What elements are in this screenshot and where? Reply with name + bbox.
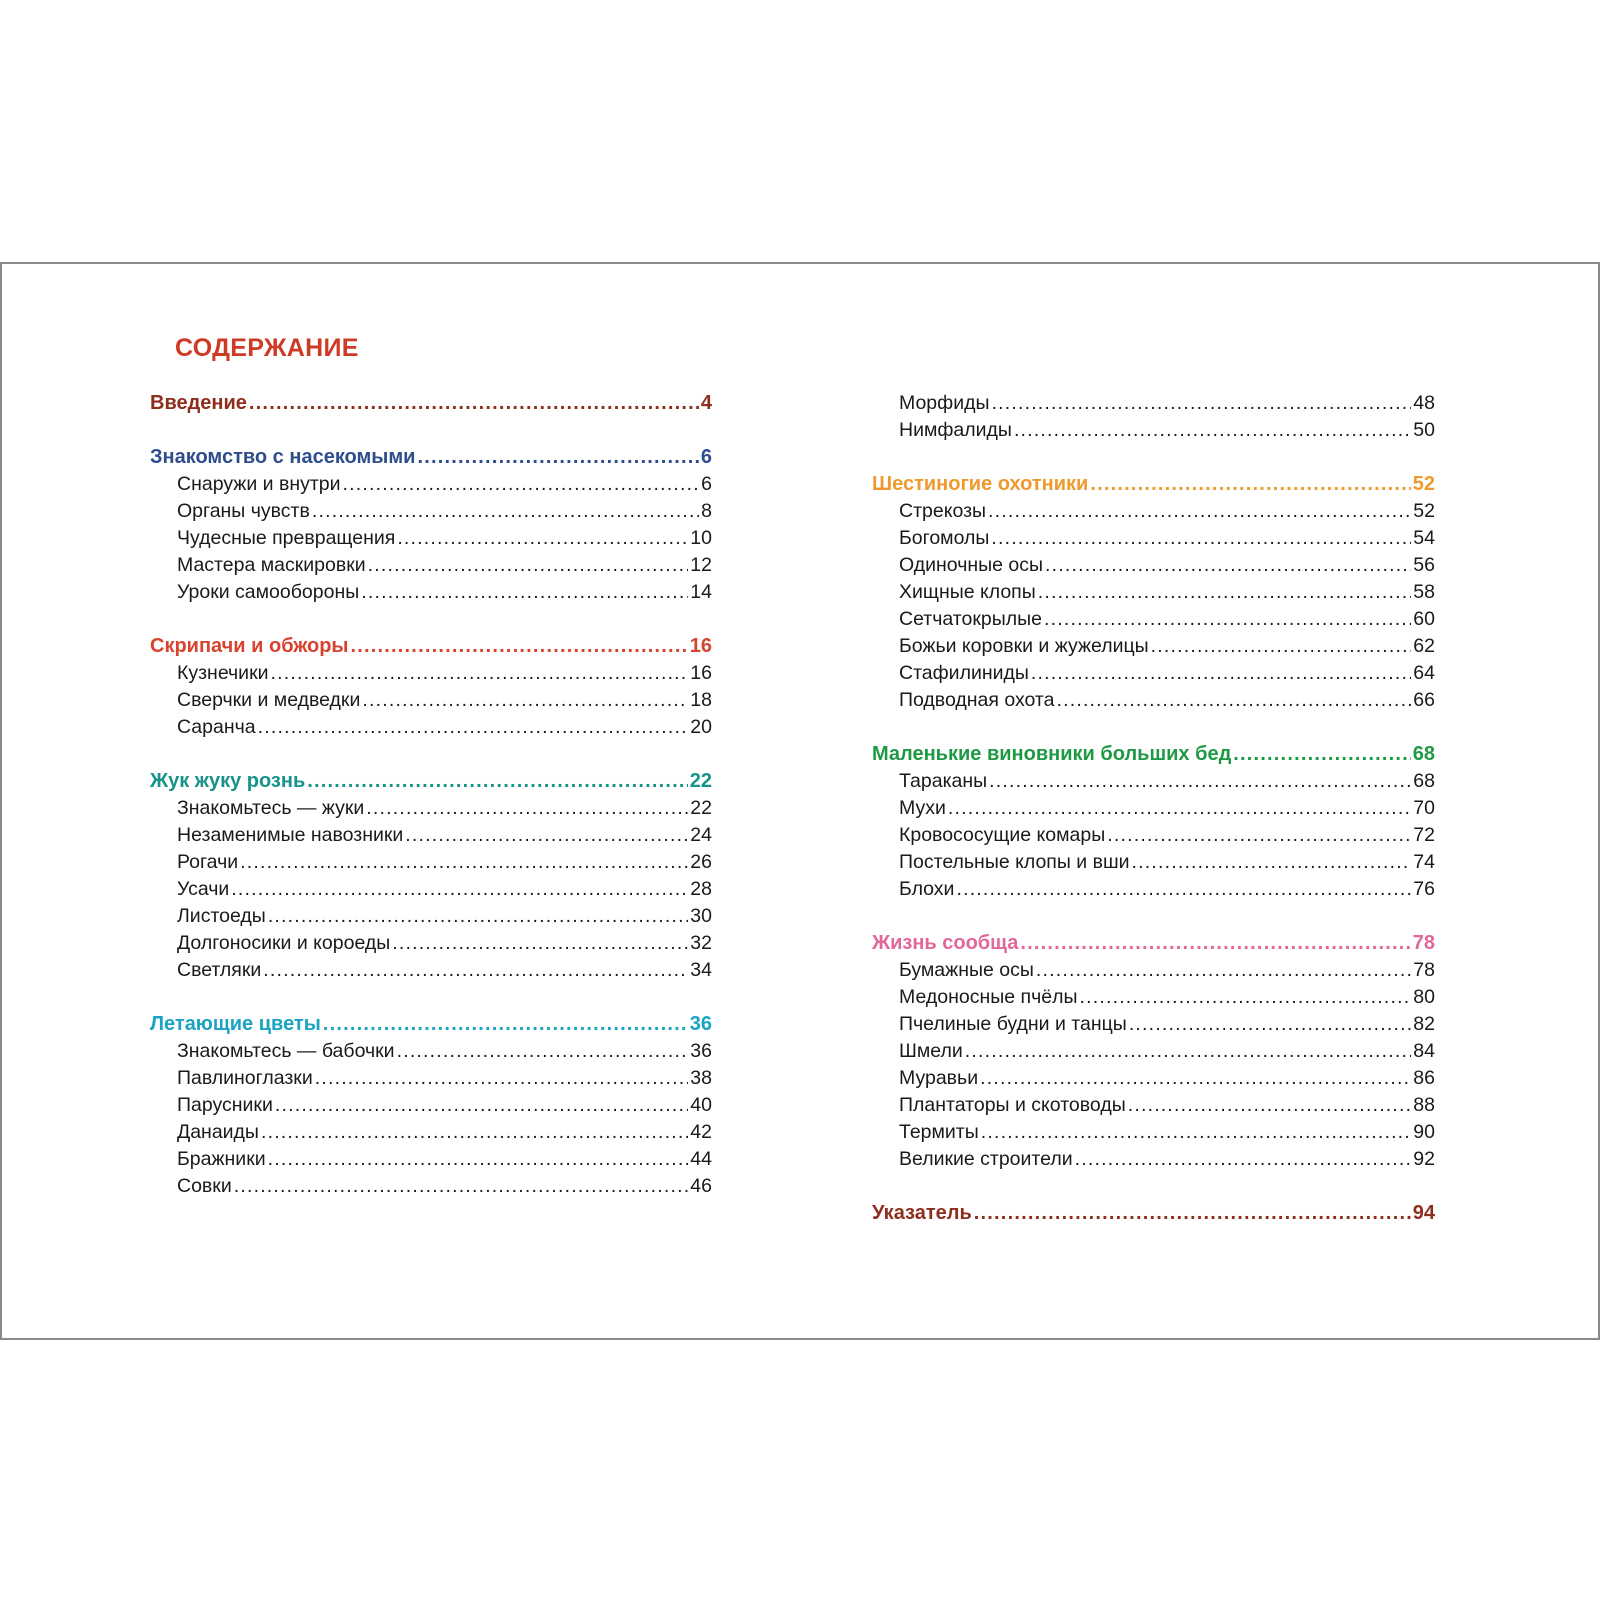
toc-entry[interactable]	[150, 471, 712, 498]
toc-entry[interactable]	[150, 660, 712, 687]
entry-title: Листоеды	[177, 905, 266, 927]
dot-leader	[368, 552, 689, 579]
entry-title: Мухи	[899, 797, 946, 819]
page-number: 36	[690, 1040, 712, 1062]
toc-section	[872, 1200, 1435, 1227]
dot-leader	[1128, 1092, 1412, 1119]
page-number: 54	[1413, 527, 1435, 549]
entry-title: Стафилиниды	[899, 662, 1029, 684]
dot-leader	[1075, 1146, 1412, 1173]
page-number: 38	[690, 1067, 712, 1089]
entry-title: Шмели	[899, 1040, 963, 1062]
dot-leader	[1044, 606, 1411, 633]
dot-leader	[1079, 984, 1411, 1011]
entry-title: Мастера маскировки	[177, 554, 366, 576]
toc-section	[150, 633, 712, 741]
page-number: 78	[1412, 932, 1435, 954]
page-number: 68	[1413, 770, 1435, 792]
entry-title: Морфиды	[899, 392, 990, 414]
toc-section-heading[interactable]	[872, 471, 1435, 498]
dot-leader	[1036, 957, 1411, 984]
page-number: 94	[1412, 1202, 1435, 1224]
page-number: 32	[690, 932, 712, 954]
page-number: 86	[1413, 1067, 1435, 1089]
entry-title: Павлиноглазки	[177, 1067, 313, 1089]
toc-column-right	[872, 390, 1435, 1254]
section-title: Жизнь сообща	[872, 932, 1019, 954]
section-title: Жук жуку рознь	[150, 770, 306, 792]
toc-entry[interactable]	[872, 498, 1435, 525]
entry-title: Органы чувств	[177, 500, 310, 522]
dot-leader	[268, 1146, 689, 1173]
entry-title: Бражники	[177, 1148, 266, 1170]
page-number: 52	[1413, 500, 1435, 522]
dot-leader	[268, 903, 688, 930]
page-number: 72	[1413, 824, 1435, 846]
toc-section	[872, 741, 1435, 903]
dot-leader	[1090, 471, 1410, 498]
dot-leader	[1045, 552, 1411, 579]
section-title: Указатель	[872, 1202, 972, 1224]
page-number: 22	[689, 770, 712, 792]
toc-entry[interactable]	[150, 1173, 712, 1200]
dot-leader	[405, 822, 688, 849]
entry-title: Знакомьтесь — бабочки	[177, 1040, 395, 1062]
page-number: 70	[1413, 797, 1435, 819]
dot-leader	[1107, 822, 1411, 849]
toc-section-heading[interactable]	[150, 633, 712, 660]
entry-title: Термиты	[899, 1121, 979, 1143]
dot-leader	[1151, 633, 1412, 660]
entry-title: Совки	[177, 1175, 232, 1197]
section-title: Шестиногие охотники	[872, 473, 1089, 495]
entry-title: Сверчки и медведки	[177, 689, 361, 711]
dot-leader	[361, 579, 688, 606]
entry-title: Кузнечики	[177, 662, 269, 684]
dot-leader	[351, 633, 688, 660]
page-number: 40	[690, 1094, 712, 1116]
toc-entry[interactable]	[872, 417, 1435, 444]
entry-title: Стрекозы	[899, 500, 987, 522]
page-number: 88	[1413, 1094, 1435, 1116]
page-number: 20	[690, 716, 712, 738]
toc-entry[interactable]	[872, 1092, 1435, 1119]
entry-title: Сетчатокрылые	[899, 608, 1042, 630]
dot-leader	[1038, 579, 1412, 606]
toc-entry[interactable]	[150, 1119, 712, 1146]
entry-title: Рогачи	[177, 851, 239, 873]
page-number: 66	[1413, 689, 1435, 711]
entry-title: Уроки самообороны	[177, 581, 360, 603]
dot-leader	[1129, 1011, 1411, 1038]
dot-leader	[948, 795, 1411, 822]
dot-leader	[275, 1092, 688, 1119]
toc-entry[interactable]	[150, 525, 712, 552]
page-number: 36	[689, 1013, 712, 1035]
dot-leader	[989, 768, 1411, 795]
page-number: 6	[701, 473, 712, 495]
toc-entry[interactable]	[872, 552, 1435, 579]
page-number: 74	[1413, 851, 1435, 873]
entry-title: Подводная охота	[899, 689, 1055, 711]
toc-entry[interactable]	[872, 1146, 1435, 1173]
toc-section	[150, 768, 712, 984]
toc-entry[interactable]	[872, 984, 1435, 1011]
entry-title: Плантаторы и скотоводы	[899, 1094, 1126, 1116]
entry-title: Богомолы	[899, 527, 990, 549]
dot-leader	[991, 390, 1411, 417]
toc-entry[interactable]	[872, 876, 1435, 903]
toc-entry[interactable]	[872, 849, 1435, 876]
entry-title: Кровососущие комары	[899, 824, 1106, 846]
toc-entry[interactable]	[872, 1038, 1435, 1065]
dot-leader	[1031, 660, 1411, 687]
page-number: 78	[1413, 959, 1435, 981]
dot-leader	[956, 876, 1411, 903]
toc-entry[interactable]	[150, 876, 712, 903]
toc-section	[150, 1011, 712, 1200]
dot-leader	[991, 525, 1411, 552]
dot-leader	[974, 1200, 1411, 1227]
toc-section	[150, 390, 712, 417]
page-number: 76	[1413, 878, 1435, 900]
toc-section	[872, 390, 1435, 444]
page-number: 50	[1413, 419, 1435, 441]
entry-title: Светляки	[177, 959, 262, 981]
toc-entry[interactable]	[150, 849, 712, 876]
toc-entry[interactable]	[872, 660, 1435, 687]
dot-leader	[397, 1038, 689, 1065]
toc-section	[872, 471, 1435, 714]
dot-leader	[392, 930, 688, 957]
toc-entry[interactable]	[150, 1038, 712, 1065]
entry-title: Одиночные осы	[899, 554, 1044, 576]
page-number: 62	[1413, 635, 1435, 657]
toc-entry[interactable]	[872, 1119, 1435, 1146]
toc-section-heading[interactable]	[872, 930, 1435, 957]
entry-title: Блохи	[899, 878, 955, 900]
page-number: 16	[690, 662, 712, 684]
page-number: 90	[1413, 1121, 1435, 1143]
page-number: 8	[701, 500, 712, 522]
toc-entry[interactable]	[150, 579, 712, 606]
toc-entry[interactable]	[150, 1146, 712, 1173]
toc-entry[interactable]	[872, 768, 1435, 795]
entry-title: Пчелиные будни и танцы	[899, 1013, 1127, 1035]
toc-title: СОДЕРЖАНИЕ	[175, 334, 359, 362]
entry-title: Медоносные пчёлы	[899, 986, 1078, 1008]
page-number: 30	[690, 905, 712, 927]
toc-entry[interactable]	[872, 957, 1435, 984]
page-number: 12	[690, 554, 712, 576]
dot-leader	[263, 957, 688, 984]
toc-entry[interactable]	[872, 795, 1435, 822]
page-number: 82	[1413, 1013, 1435, 1035]
dot-leader	[980, 1065, 1411, 1092]
dot-leader	[1056, 687, 1411, 714]
toc-section-heading[interactable]	[150, 1011, 712, 1038]
toc-entry[interactable]	[872, 390, 1435, 417]
toc-entry[interactable]	[872, 606, 1435, 633]
section-title: Знакомство с насекомыми	[150, 446, 416, 468]
dot-leader	[258, 714, 689, 741]
toc-entry[interactable]	[872, 579, 1435, 606]
page-number: 22	[690, 797, 712, 819]
entry-title: Знакомьтесь — жуки	[177, 797, 365, 819]
page-number: 68	[1412, 743, 1435, 765]
dot-leader	[249, 390, 699, 417]
section-title: Летающие цветы	[150, 1013, 321, 1035]
page-number: 18	[690, 689, 712, 711]
page-number: 4	[700, 392, 712, 414]
entry-title: Нимфалиды	[899, 419, 1012, 441]
section-title: Введение	[150, 392, 247, 414]
entry-title: Муравьи	[899, 1067, 979, 1089]
dot-leader	[965, 1038, 1412, 1065]
page-number: 10	[690, 527, 712, 549]
toc-entry[interactable]	[872, 1011, 1435, 1038]
dot-leader	[240, 849, 688, 876]
entry-title: Хищные клопы	[899, 581, 1036, 603]
entry-title: Постельные клопы и вши	[899, 851, 1130, 873]
dot-leader	[1020, 930, 1410, 957]
page-number: 26	[690, 851, 712, 873]
toc-section-heading[interactable]	[150, 768, 712, 795]
dot-leader	[362, 687, 688, 714]
entry-title: Саранча	[177, 716, 256, 738]
page-number: 46	[690, 1175, 712, 1197]
toc-section-heading[interactable]	[150, 444, 712, 471]
entry-title: Усачи	[177, 878, 230, 900]
toc-entry[interactable]	[872, 633, 1435, 660]
dot-leader	[417, 444, 698, 471]
page-number: 84	[1413, 1040, 1435, 1062]
toc-section-heading[interactable]	[872, 1200, 1435, 1227]
toc-entry[interactable]	[150, 930, 712, 957]
toc-entry[interactable]	[150, 1065, 712, 1092]
entry-title: Снаружи и внутри	[177, 473, 341, 495]
page-number: 28	[690, 878, 712, 900]
entry-title: Бумажные осы	[899, 959, 1034, 981]
page-number: 42	[690, 1121, 712, 1143]
toc-entry[interactable]	[872, 1065, 1435, 1092]
dot-leader	[343, 471, 700, 498]
page-number: 34	[690, 959, 712, 981]
page-number: 56	[1413, 554, 1435, 576]
page-number: 44	[690, 1148, 712, 1170]
dot-leader	[307, 768, 688, 795]
dot-leader	[1014, 417, 1411, 444]
dot-leader	[312, 498, 699, 525]
entry-title: Данаиды	[177, 1121, 259, 1143]
entry-title: Чудесные превращения	[177, 527, 396, 549]
entry-title: Божьи коровки и жужелицы	[899, 635, 1149, 657]
toc-entry[interactable]	[150, 903, 712, 930]
toc-entry[interactable]	[150, 714, 712, 741]
dot-leader	[261, 1119, 688, 1146]
dot-leader	[366, 795, 688, 822]
toc-entry[interactable]	[150, 957, 712, 984]
toc-entry[interactable]	[150, 795, 712, 822]
page-number: 48	[1413, 392, 1435, 414]
dot-leader	[315, 1065, 689, 1092]
page-number: 92	[1413, 1148, 1435, 1170]
entry-title: Незаменимые навозники	[177, 824, 404, 846]
dot-leader	[323, 1011, 688, 1038]
page-number: 64	[1413, 662, 1435, 684]
toc-section-heading[interactable]	[872, 741, 1435, 768]
toc-entry[interactable]	[150, 1092, 712, 1119]
section-title: Скрипачи и обжоры	[150, 635, 349, 657]
toc-section-heading[interactable]	[150, 390, 712, 417]
toc-entry[interactable]	[872, 525, 1435, 552]
page-number: 16	[689, 635, 712, 657]
toc-entry[interactable]	[150, 687, 712, 714]
toc-section	[150, 444, 712, 606]
toc-entry[interactable]	[150, 822, 712, 849]
page-number: 24	[690, 824, 712, 846]
entry-title: Тараканы	[899, 770, 988, 792]
dot-leader	[234, 1173, 689, 1200]
dot-leader	[397, 525, 688, 552]
page-number: 60	[1413, 608, 1435, 630]
entry-title: Великие строители	[899, 1148, 1073, 1170]
toc-entry[interactable]	[150, 552, 712, 579]
toc-column-left	[150, 390, 712, 1227]
page-number: 58	[1413, 581, 1435, 603]
page-number: 80	[1413, 986, 1435, 1008]
dot-leader	[271, 660, 689, 687]
toc-section	[872, 930, 1435, 1173]
page-number: 52	[1412, 473, 1435, 495]
dot-leader	[231, 876, 688, 903]
page-number: 14	[690, 581, 712, 603]
section-title: Маленькие виновники больших бед	[872, 743, 1232, 765]
dot-leader	[1233, 741, 1410, 768]
dot-leader	[981, 1119, 1412, 1146]
toc-entry[interactable]	[150, 498, 712, 525]
entry-title: Парусники	[177, 1094, 273, 1116]
dot-leader	[1132, 849, 1412, 876]
page-number: 6	[700, 446, 712, 468]
entry-title: Долгоносики и короеды	[177, 932, 391, 954]
toc-entry[interactable]	[872, 687, 1435, 714]
toc-entry[interactable]	[872, 822, 1435, 849]
dot-leader	[988, 498, 1411, 525]
